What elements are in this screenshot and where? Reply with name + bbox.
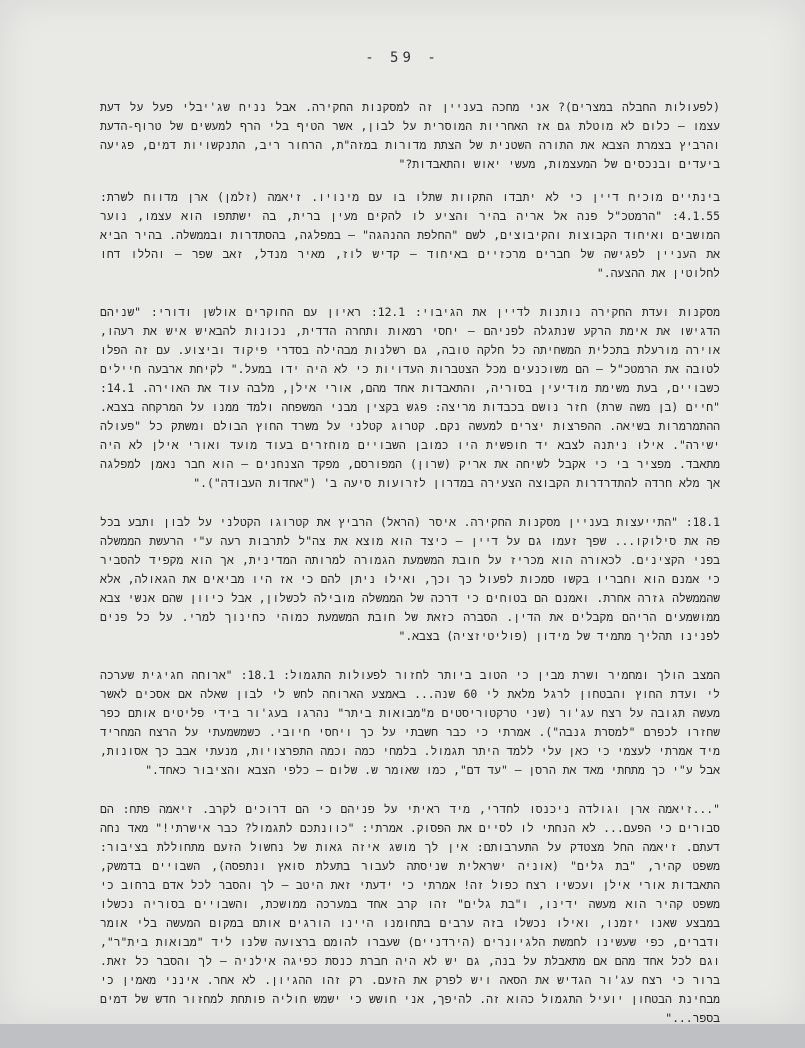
paragraph-1: (לפעולות החבלה במצרים)? אני מחכה בעניין זה למסקנות החקירה. אבל נניח שג'יבלי פעל על דעת עצמו – כלום לא מוטלת גם אז האחריות המוסרית על לבון, אשר הטיף בלי הרף למעשים של טרוף-הדעת והרביץ בצמרת הצבא את התורה השטנית של הצתת מדורות במזה"ת, הרחור ריב, התנקשויות דמים, פגיעה ביעדים ובנכסים של המעצמות, מעשי יאוש והתאבדות?" (100, 100, 720, 171)
page-number: - 59 - (365, 50, 440, 66)
paragraph-5: המצב הולך ומחמיר ושרת מבין כי הטוב ביותר לחזור לפעולות התגמול: 18.1: "ארוחה חגיגית שערכה לי ועדת החוץ והבטחון לרגל מלאת לי 60 שנה... באמצע הארוחה לחש לי לבון שאלה אם אסכים לאשר מעשה תגובה על רצח עג'ור (שני טרקטוריסטים מ"מבואות ביתר" נהרגו בעג'ור בידי פליטים אותם כפר שחזרו לכפרם "למסרת גנבה"). אמרתי כי כבר חשבתי על כך ויחסי חיובי. כשמשמעתי על הרצח המחריד מיד אמרתי לעצמי כי כאן עלי ללמד היתר תגמול. בלמחי כמה וכמה התפרצויות, מנעתי אבב כך אסונות, אבל ע"י כך מתחתי מאד את הרסן – "עד דם", כמו שאומר ש. שלום – כלפי הצבא והציבור כאחד." (100, 668, 720, 777)
paragraph-6: "...זיאמה ארן וגולדה ניכנסו לחדרי, מיד ראיתי על פניהם כי הם דרוכים לקרב. זיאמה פתח: הם סבורים כי הפעם... לא הנחתי לו לסיים את הפסוק. אמרתי: "כוונתכם לתגמול? כבר אישרתי!" מאד נחה דעתם. זיאמה החל מצטדק על התערבותם: אין לך מושג איזה גאות של נחשול הזעם מתחוללת בציבור: משפט קהיר, "בת גלים" (אוניה ישראלית שניסתה לעבור בתעלת סואץ ונתפסה), השבויים בדמשק, התאבדות אורי אילן ועכשיו רצח כפול זה! אמרתי כי ידעתי זאת היטב – לך והסבר לכל אדם ברחוב כי משפט קהיר הוא מעשה ידינו, ו"בת גלים" זהו קרב אחד במערכה ממושכת, והשבויים בסוריה נכשלו במבצע שאנו יזמנו, ואילו נכשלו בזה ערבים בתחומנו היינו הורגים אותם במקום המעשה בלי אומר ודברים, כפי שעשינו לחמשת הלגיונרים (הירדניים) שעברו להומם ברצועה שלנו ליד "מבואות בית"ר", וגם לכל אחד מהם אם מתאבלת על בנה, גם יש לא היה חברת כנסת כפיגה אילניה – לך והסבר כל זאת. ברור כי רצח עג'ור הגדיש את הסאה ויש לפרק את הזעם. רק זהו ההגיון. לא אחר. אינני מאמין כי מבחינת הבטחון יועיל התגמול כהוא זה. להיפך, אני חושש כי ישמש חוליה פותחת למחזור חדש של דמים בספר..." (100, 802, 720, 1025)
paragraph-4: 18.1: "התייעצות בעניין מסקנות החקירה. איסר (הראל) הרביץ את קטרוגו הקטלני על לבון ותבע בכל פה את סילוקו... שפך זעמו גם על דיין – כיצד הוא מוצא את צה"ל לתרבות רעה ע"י הרעשת הממשלה בפני הקצינים. לכאורה הוא מכריז על חובת המשמעת הגמורה למרותה המדינית, אך הוא מקפיד להסביר כי אמנם הוא וחבריו בקשו סמכות לפעול כך וכך, ואילו ניתן להם כי אז היו מביאים את הגאולה, אלא שהממשלה גזרה אחרת. ואמנם הם בטוחים כי דרכה של הממשלה מובילה לכשלון, אבל כיוון שהם אנשי צבא ממושמעים הריהם מקבלים את הדין. הסברה כזאת של חובת המשמעת כמוהי כחינוך למרי. על כל פנים לפנינו תהליך מתמיד של מידון (פוליטיזציה) בצבא." (100, 515, 720, 643)
paragraph-3: מסקנות ועדת החקירה נותנות לדיין את הגיבוי: 12.1: ראיון עם החוקרים אולשן ודורי: "שניהם הדגישו את אימת הרקע שנתגלה לפניהם – יחסי רמאות ותחרה הדדית, נכונות להבאיש איש את רעהו, אוירה מורעלת בתכלית המשחיתה כל חלקה טובה, גם רשלנות מבהילה בסדרי פיקוד וביצוע. עם זה הפלו לטובה את הרמטכ"ל – הם משוכנעים מכל הצטברות העדויות כי לא היה ידו במעל." לקיחת ארבעה חיילים כשבויים, בעת משימת מודיעין בסוריה, והתאבדות אחד מהם, אורי אילן, מלבה עוד את האוירה. 14.1: "חיים (בן משה שרת) חזר נושם בכבדות מריצה: פגש בקצין מבני המשפחה ולמד ממנו על המרקחה בצבא. ההתמרמרות בשיאה. ההפרצות יצרים למעשה נקם. קטרוג קטלני על משרד החוץ הבולם ומשתק כל "פעולה ישירה". אילו ניתנה לצבא יד חופשית היו כמובן השבויים מוחזרים בעוד מועד ואורי אילן לא היה מתאבד. מפציר בי כי אקבל לשיחה את אריק (שרון) המפורסם, מפקד הצנחנים – הוא חבר נאמן למפלגה אך מלא חרדה להתדרדרות הקבוצה הצעירה במדרון לזרועות סיעה ב' ("אחדות העבודה")." (100, 305, 720, 490)
paragraph-2: בינתיים מוכיח דיין כי לא יתבדו התקוות שתלו בו עם מינויו. זיאמה (זלמן) ארן מדווח לשרת: 4.1.55: "הרמטכ"ל פנה אל אריה בהיר והציע לו להקים מעין ברית, בה ישתתפו הוא עצמו, נוער המושבים ואיחוד הקבוצות והקיבוצים, לשם "החלפת ההנהגה" – במפלגה, בהסתדרות ובממשלה. בהיר הביא את העניין לפגישה של חברים מרכזיים באיחוד – קדיש לוז, מאיר מנדל, זאב שפר – והללו דחו לחלוטין את ההצעה." (100, 190, 720, 280)
document-body (100, 98, 720, 1048)
